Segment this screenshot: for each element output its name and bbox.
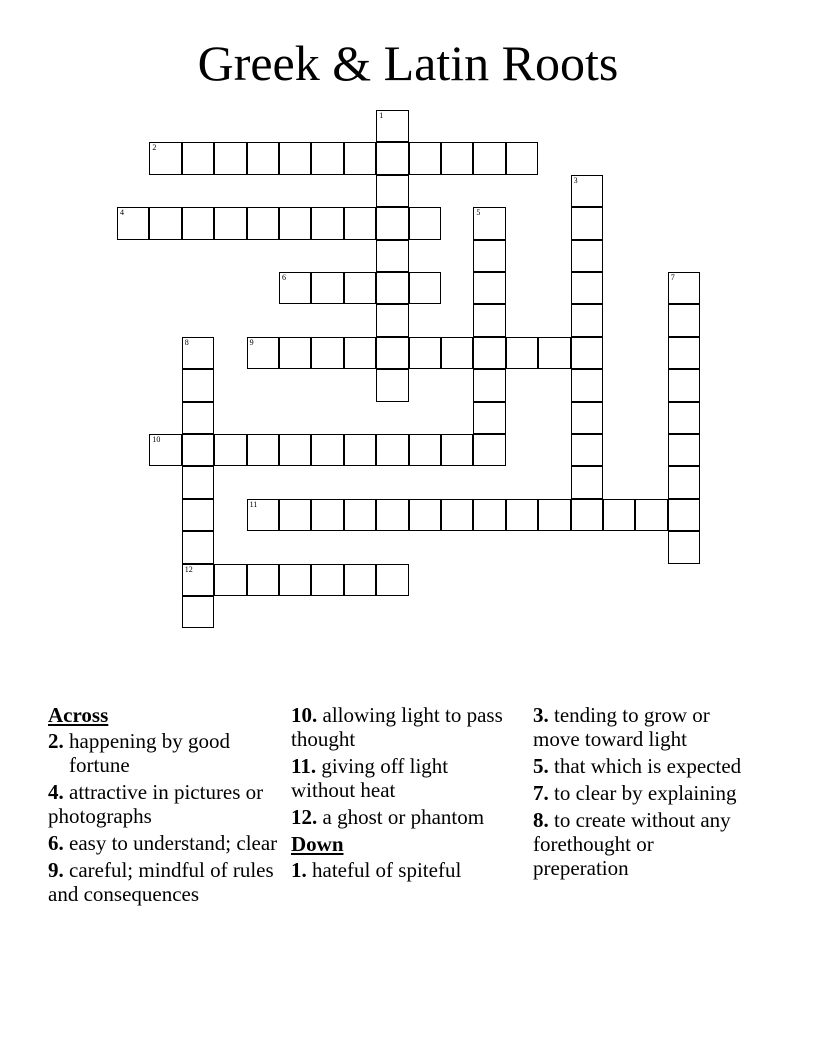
grid-cell[interactable] [668,402,700,434]
grid-cell[interactable] [668,369,700,401]
grid-cell[interactable] [571,240,603,272]
grid-cell[interactable] [571,304,603,336]
grid-cell[interactable] [376,272,408,304]
cell-number: 9 [249,337,254,347]
grid-cell[interactable] [376,142,408,174]
grid-cell[interactable] [214,142,246,174]
grid-cell[interactable] [409,499,441,531]
clue-number: 10. [291,703,318,727]
grid-cell[interactable] [311,142,343,174]
cell-number: 7 [670,273,675,282]
grid-cell[interactable] [668,434,700,466]
clue-down-3 [533,703,748,751]
grid-cell[interactable] [376,304,408,336]
grid-cell[interactable] [182,466,214,498]
clue-text: tending to grow or move toward light [533,703,710,751]
clue-number: 8. [533,808,549,832]
clue-number: 11. [291,754,317,778]
grid-cell[interactable] [311,207,343,239]
grid-cell[interactable] [247,337,279,369]
grid-cell[interactable] [344,207,376,239]
grid-cell[interactable] [668,466,700,498]
cell-number: 6 [282,273,286,282]
cell-number: 5 [476,208,481,218]
grid-cell[interactable] [376,564,408,596]
grid-cell[interactable] [279,272,311,304]
grid-cell[interactable] [571,402,603,434]
grid-cell[interactable] [344,564,376,596]
grid-cell[interactable] [603,499,635,531]
clue-across-10 [291,703,506,751]
grid-cell[interactable] [506,337,538,369]
clue-number: 5. [533,754,549,778]
clue-number: 6. [48,831,64,855]
grid-cell[interactable] [376,240,408,272]
grid-cell[interactable] [279,499,311,531]
grid-cell[interactable] [473,207,505,239]
grid-cell[interactable] [149,142,181,174]
grid-cell[interactable] [376,207,408,239]
grid-cell[interactable] [344,499,376,531]
grid-cell[interactable] [571,272,603,304]
crossword-grid [117,110,717,630]
grid-cell[interactable] [182,596,214,628]
grid-cell[interactable] [279,142,311,174]
grid-cell[interactable] [376,175,408,207]
grid-cell[interactable] [473,369,505,401]
clue-text: allowing light to pass thought [291,703,503,751]
grid-cell[interactable] [409,337,441,369]
grid-cell[interactable] [182,434,214,466]
grid-cell[interactable] [571,175,603,207]
grid-cell[interactable] [376,337,408,369]
clue-text: to clear by explaining [554,781,737,805]
grid-cell[interactable] [182,564,214,596]
grid-cell[interactable] [571,434,603,466]
grid-cell[interactable] [473,272,505,304]
grid-cell[interactable] [538,337,570,369]
grid-cell[interactable] [182,531,214,563]
clue-text: attractive in pictures or photographs [48,780,264,828]
cell-number: 2 [152,143,157,153]
clue-number: 7. [533,781,549,805]
grid-cell[interactable] [279,434,311,466]
clue-text: to create without any forethought or preperation [533,808,731,880]
clue-text: easy to understand; clear [69,831,278,855]
cell-number: 10 [152,435,161,444]
cell-number: 3 [573,175,578,185]
grid-cell[interactable] [668,499,700,531]
puzzle-title: Greek & Latin Roots [197,35,619,91]
grid-cell[interactable] [247,207,279,239]
grid-cell[interactable] [247,142,279,174]
grid-cell[interactable] [441,499,473,531]
clue-text: happening by good fortune [69,729,230,777]
grid-cell[interactable] [344,337,376,369]
grid-cell[interactable] [635,499,667,531]
grid-cell[interactable] [409,207,441,239]
grid-cell[interactable] [473,434,505,466]
clue-number: 2. [48,729,64,753]
clue-text: a ghost or phantom [322,805,485,829]
clue-across-9 [48,858,288,906]
grid-cell[interactable] [311,434,343,466]
clue-across-6 [48,831,288,855]
grid-cell[interactable] [506,142,538,174]
down-heading: Down [291,832,344,856]
clue-down-7 [533,781,748,805]
grid-cell[interactable] [279,337,311,369]
grid-cell[interactable] [344,142,376,174]
grid-cell[interactable] [247,564,279,596]
grid-cell[interactable] [441,434,473,466]
clue-text: careful; mindful of rules and consequences [48,858,274,906]
grid-cell[interactable] [279,564,311,596]
grid-cell[interactable] [668,531,700,563]
cell-number: 8 [184,337,189,347]
grid-cell[interactable] [441,337,473,369]
clue-text: giving off light without heat [291,754,449,802]
grid-cell[interactable] [409,272,441,304]
cell-number: 1 [379,111,384,120]
clues-column-2 [291,703,506,885]
grid-cell[interactable] [571,337,603,369]
cell-number: 4 [120,208,124,218]
grid-cell[interactable] [376,434,408,466]
grid-cell[interactable] [409,434,441,466]
clue-down-5 [533,754,748,778]
grid-cell[interactable] [149,434,181,466]
grid-cell[interactable] [668,337,700,369]
grid-cell[interactable] [311,564,343,596]
grid-cell[interactable] [182,499,214,531]
grid-cell[interactable] [473,402,505,434]
grid-cell[interactable] [182,337,214,369]
grid-cell[interactable] [311,337,343,369]
grid-cell[interactable] [311,499,343,531]
cell-number: 12 [184,564,193,574]
grid-cell[interactable] [473,142,505,174]
grid-cell[interactable] [473,304,505,336]
clue-number: 12. [291,805,318,829]
grid-cell[interactable] [473,499,505,531]
grid-cell[interactable] [279,207,311,239]
clue-number: 4. [48,780,64,804]
grid-cell[interactable] [214,207,246,239]
grid-cell[interactable] [344,434,376,466]
grid-cell[interactable] [571,369,603,401]
clue-number: 3. [533,703,549,727]
grid-cell[interactable] [182,207,214,239]
clue-across-4 [48,780,288,828]
grid-cell[interactable] [247,434,279,466]
grid-cell[interactable] [473,240,505,272]
clue-across-12 [291,805,506,829]
clue-text: that which is expected [554,754,742,778]
grid-cell[interactable] [376,499,408,531]
clue-across-2 [48,729,288,777]
grid-cell[interactable] [149,207,181,239]
clue-number: 9. [48,858,64,882]
grid-cell[interactable] [182,402,214,434]
cell-number: 11 [249,499,258,509]
grid-cell[interactable] [409,142,441,174]
clue-number: 1. [291,858,307,882]
grid-cell[interactable] [571,207,603,239]
grid-cell[interactable] [311,272,343,304]
grid-cell[interactable] [182,142,214,174]
grid-cell[interactable] [117,207,149,239]
grid-cell[interactable] [571,499,603,531]
grid-cell[interactable] [441,142,473,174]
grid-cell[interactable] [473,337,505,369]
grid-cell[interactable] [376,369,408,401]
clue-down-8 [533,808,748,880]
clue-text: hateful of spiteful [312,858,462,882]
grid-cell[interactable] [214,434,246,466]
grid-cell[interactable] [668,272,700,304]
clues-column-3 [533,703,748,883]
grid-cell[interactable] [571,466,603,498]
grid-cell[interactable] [376,110,408,142]
clue-across-11 [291,754,506,802]
across-heading: Across [48,703,109,727]
grid-cell[interactable] [214,564,246,596]
grid-cell[interactable] [538,499,570,531]
grid-cell[interactable] [344,272,376,304]
clue-down-1 [291,858,506,882]
grid-cell[interactable] [668,304,700,336]
grid-cell[interactable] [506,499,538,531]
grid-cell[interactable] [182,369,214,401]
grid-cell[interactable] [247,499,279,531]
clues-column-1 [48,703,288,909]
